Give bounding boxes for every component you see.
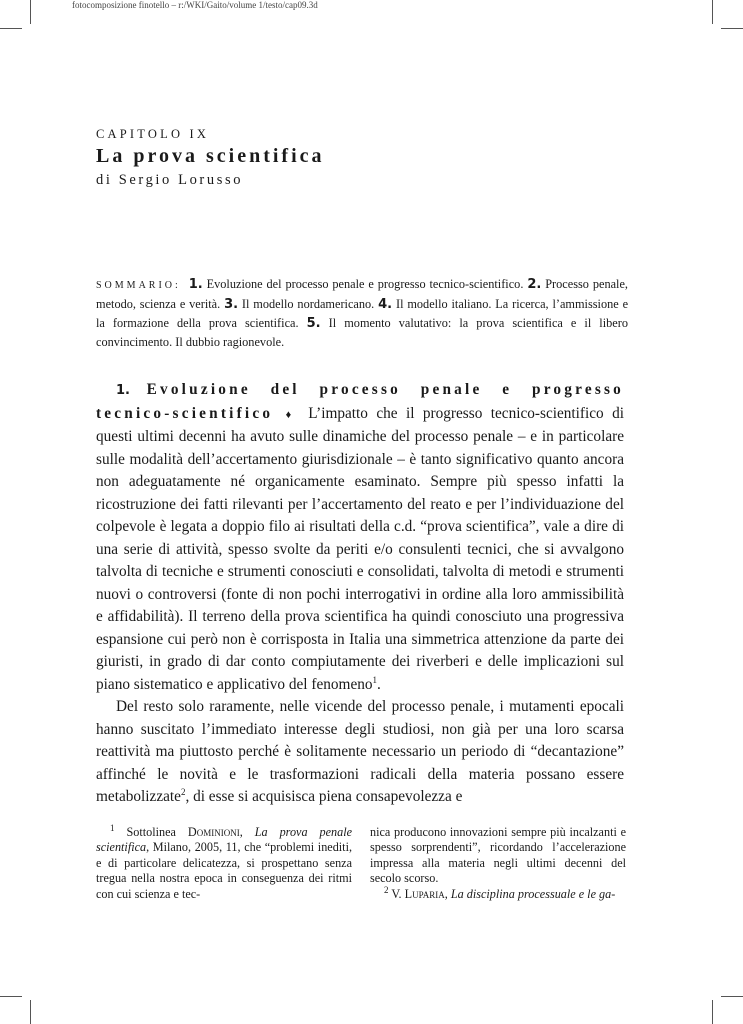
footnote-column (370, 825, 626, 902)
paragraph (96, 696, 624, 809)
footnote-ref[interactable]: 2 (180, 786, 186, 797)
paragraph-text: . (377, 675, 381, 693)
paragraph-text: , di esse si acquisisca piena consapevolezza e (185, 788, 463, 805)
footnote-title: La prova penale scientifica (96, 825, 353, 855)
crop-mark (712, 1000, 713, 1024)
paragraph (96, 379, 624, 696)
footnote-2: $^2$ V. Luparia, La disciplina processuale e le ga- (384, 884, 616, 901)
running-header: fotocomposizione finotello – r:/WKI/Gaito/volume 1/testo/cap09.3d (72, 0, 318, 10)
footnote-ref[interactable]: 1 (372, 674, 378, 685)
summary-item-num: 2. (527, 277, 542, 292)
crop-mark (712, 0, 713, 24)
footnotes (96, 822, 626, 902)
footnote-column (96, 822, 353, 902)
paragraph-text: Del resto solo raramente, nelle vicende del processo penale, i mutamenti epocali hanno suscitato l’immediato interesse degli studiosi, non già per una loro scarsa reattività ma piuttosto perché è solitamente necessario un periodo di “decantazione” affinché le novità e le trasformazioni radicali della materia possano essere metabolizzate (96, 698, 624, 805)
footnote-text: , Milano, 2005, 11, che “problemi inediti, e di particolare delicatezza, si prospettano senza tregua nella nostra epoca in conseguenza dei ritmi con cui scienza e tec- (96, 840, 352, 901)
summary-item: Processo penale, metodo, scienza e verità. (96, 277, 629, 311)
summary-item: Evoluzione del processo penale e progresso tecnico-scientifico. (206, 277, 524, 291)
paragraph-text: L’impatto che il progresso tecnico-scientifico di questi ultimi decenni ha avuto sulle dinamiche del processo penale – e in particolare sulle modalità dell’accertamento giurisdizionale – è tanto significativo quanto ancora non adeguatamente né organicamente esaminato. Sempre più spesso infatti la ricostruzione dei fatti rilevanti per l’accertamento del reato e per l’individuazione del colpevole è legata a doppio filo ai risultati della c.d. “prova scientifica”, vale a dire di una serie di attività, spesso svolte da periti e/o consulenti tecnici, che si avvalgono talvolta di tecniche e strumenti conosciuti e consolidati, talvolta di metodi e strumenti nuovi o controversi (fonte di non pochi interrogativi in ordine alla loro ammissibilità e affidabilità). Il terreno della prova scientifica ha quindi conosciuto una progressiva espansione cui però non è corrisposta in Italia una simmetrica attenzione da parte dei giuristi, in grado di dar conto compiutamente dei riverberi e delle implicazioni sul piano sistematico e applicativo del fenomeno (96, 404, 625, 693)
body-text (96, 379, 624, 809)
summary-item-num: 1. (188, 277, 203, 292)
diamond-icon: ♦ (285, 408, 296, 421)
summary-item-num: 3. (224, 297, 239, 312)
summary (96, 275, 628, 352)
summary-item-num: 5. (306, 316, 321, 331)
crop-mark (30, 0, 31, 24)
summary-item: Il modello nordamericano. (241, 297, 375, 311)
crop-mark (30, 1000, 31, 1024)
crop-mark (0, 996, 22, 997)
footnote-author: Luparia (404, 886, 445, 901)
chapter-label: CAPITOLO IX (96, 127, 210, 141)
footnote-title: La disciplina processuale e le ga- (450, 886, 616, 901)
chapter-author: di Sergio Lorusso (96, 172, 244, 188)
summary-label: SOMMARIO: (96, 280, 181, 291)
summary-item: Il modello italiano. La ricerca, l’ammissione e la formazione della prova scientifica. (96, 297, 629, 330)
footnote-number: 2 (384, 884, 389, 895)
footnote-1: $^1$ Sottolinea Dominioni, La prova penale scientifica, Milano, 2005, 11, che “problemi inediti, e di particolare delicatezza, si prospettano senza tregua nella nostra epoca in conseguenza dei ritmi con cui scienza e tec- (96, 822, 353, 901)
crop-mark (0, 28, 22, 29)
summary-item: Il momento valutativo: la prova scientifica e il libero convincimento. Il dubbio ragionevole. (96, 316, 628, 349)
footnote-text: V. (391, 886, 402, 901)
crop-mark (721, 996, 743, 997)
footnote-number: 1 (110, 822, 115, 833)
section-heading: Evoluzione del processo penale e progresso tecnico-scientifico (96, 381, 624, 422)
chapter-title: La prova scientifica (96, 145, 325, 167)
chapter-heading (96, 127, 636, 189)
crop-mark (721, 28, 743, 29)
footnote-1-continued: nica producono innovazioni sempre più incalzanti e spesso sorprendenti”, ricordando l’accelerazione impressa alla materia negli ultimi decenni del secolo scorso. (370, 825, 626, 886)
footnote-text: Sottolinea (126, 825, 176, 839)
section-number: 1. (116, 383, 130, 398)
footnote-author: Dominioni (187, 825, 240, 839)
summary-item-num: 4. (378, 297, 393, 312)
